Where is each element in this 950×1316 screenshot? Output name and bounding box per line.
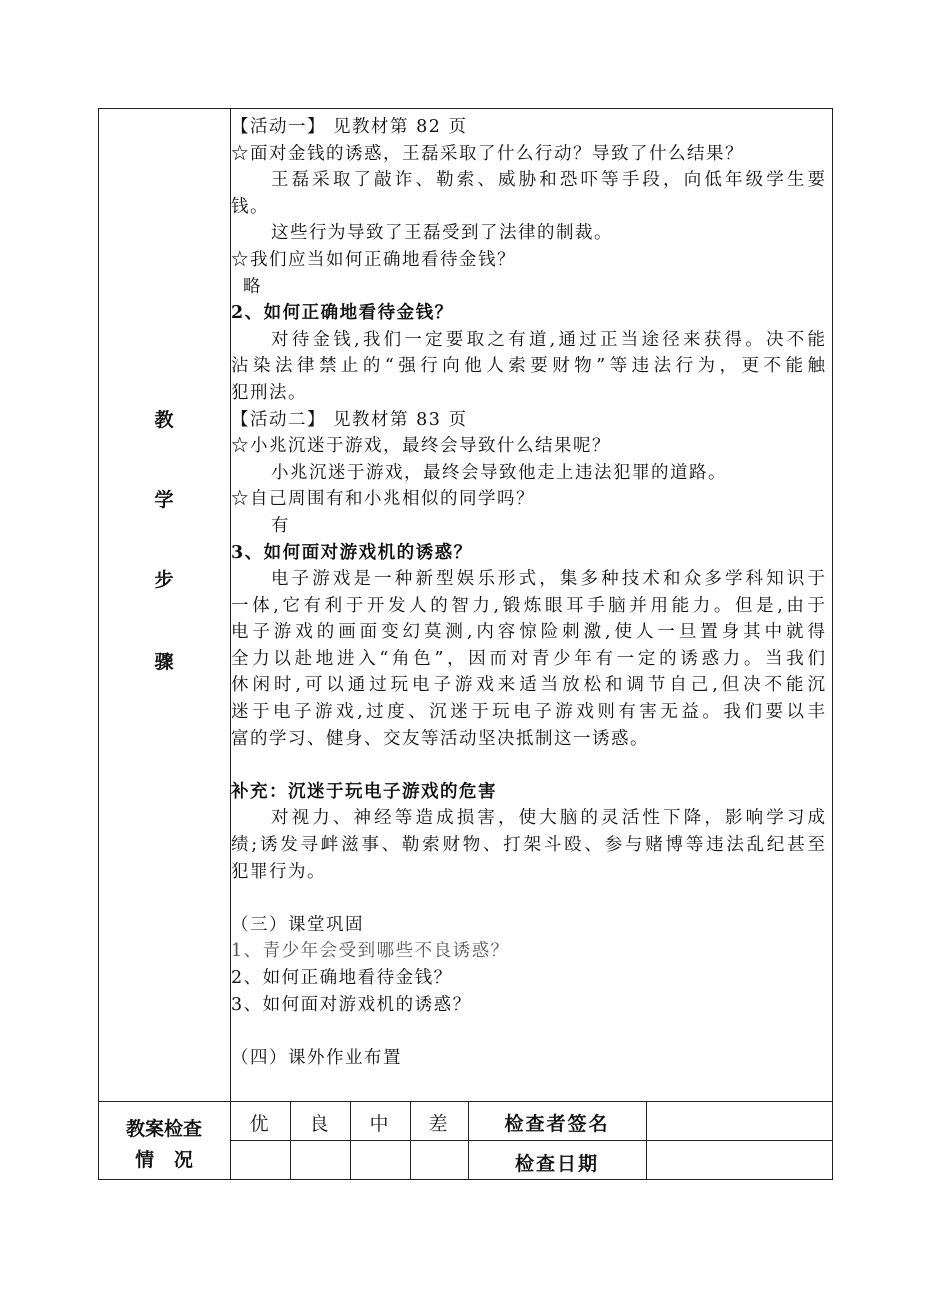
text-line: ☆自己周围有和小兆相似的同学吗？: [231, 489, 535, 510]
footer-divider: [98, 1101, 833, 1102]
text-line: ☆小兆沉迷于游戏，最终会导致什么结果呢？: [231, 436, 611, 457]
text-line: 迷于电子游戏,过度、沉迷于玩电子游戏则有害无益。我们要以丰: [231, 702, 825, 723]
text-line: 补充：沉迷于玩电子游戏的危害: [231, 781, 497, 802]
grade-good: 良: [309, 1113, 331, 1135]
text-line: 【活动一】 见教材第 82 页: [231, 117, 468, 137]
text-line: 1、青少年会受到哪些不良诱惑？: [231, 941, 510, 962]
text-line: 3、如何面对游戏机的诱惑？: [231, 542, 473, 563]
side-label-char: 骤: [154, 651, 174, 673]
side-label-char: 学: [154, 489, 174, 511]
text-line: 对视力、神经等造成损害，使大脑的灵活性下降，影响学习成: [271, 808, 825, 829]
side-label-char: 步: [154, 569, 174, 591]
text-line: 【活动二】 见教材第 83 页: [231, 409, 468, 430]
text-line: [243, 752, 825, 779]
text-line: 2、如何正确地看待金钱？: [231, 303, 454, 324]
text-line: 略: [243, 276, 262, 297]
text-line: 全力以赴地进入“角色”，因而对青少年有一定的诱惑力。当我们: [231, 648, 825, 669]
check-date-label: 检查日期: [514, 1153, 599, 1175]
text-line: （三）课堂巩固: [231, 914, 364, 935]
text-line: 对待金钱,我们一定要取之有道,通过正当途径来获得。决不能: [271, 329, 825, 350]
text-line: 这些行为导致了王磊受到了法律的制裁。: [271, 223, 613, 244]
review-label: 教案检查: [125, 1118, 202, 1140]
review-label-2: 情 况: [135, 1149, 193, 1171]
grade-poor: 差: [428, 1113, 450, 1135]
text-line: 犯罪行为。: [231, 861, 326, 882]
text-line: 3、如何面对游戏机的诱惑？: [231, 994, 472, 1015]
text-line: 2、如何正确地看待金钱？: [231, 968, 453, 988]
text-line: 一体,它有利于开发人的智力,锻炼眼耳手脑并用能力。但是,由于: [231, 595, 825, 616]
text-line: （四）课外作业布置: [231, 1047, 402, 1068]
text-line: 电子游戏的画面变幻莫测,内容惊险刺激,使人一旦置身其中就得: [231, 622, 825, 643]
footer-row-divider: [230, 1140, 833, 1141]
text-line: 犯刑法。: [231, 382, 307, 403]
text-line: [243, 1018, 825, 1045]
text-line: 电子游戏是一种新型娱乐形式，集多种技术和众多学科知识于: [271, 569, 825, 590]
text-line: 沾染法律禁止的“强行向他人索要财物”等违法行为，更不能触: [231, 356, 825, 377]
teaching-steps-content: [231, 114, 825, 1071]
text-line: 小兆沉迷于游戏，最终会导致他走上违法犯罪的道路。: [271, 462, 727, 483]
reviewer-signature-label: 检查者签名: [504, 1113, 610, 1135]
text-line: 绩;诱发寻衅滋事、勒索财物、打架斗殴、参与赌博等违法乱纪甚至: [231, 835, 825, 856]
footer-col-divider: [646, 1101, 647, 1180]
text-line: 王磊采取了敲诈、勒索、威胁和恐吓等手段，向低年级学生要: [271, 170, 825, 191]
text-line: [243, 885, 825, 912]
grade-average: 中: [369, 1113, 391, 1135]
text-line: 钱。: [231, 196, 269, 217]
text-line: ☆面对金钱的诱惑，王磊采取了什么行动？导致了什么结果？: [231, 143, 744, 164]
grade-excellent: 优: [249, 1113, 271, 1135]
text-line: 休闲时,可以通过玩电子游戏来适当放松和调节自己,但决不能沉: [231, 675, 825, 696]
text-line: 富的学习、健身、交友等活动坚决抵制这一诱惑。: [231, 728, 649, 749]
text-line: ☆我们应当如何正确地看待金钱？: [231, 249, 516, 270]
side-label-char: 教: [154, 409, 174, 431]
text-line: 有: [271, 515, 290, 536]
